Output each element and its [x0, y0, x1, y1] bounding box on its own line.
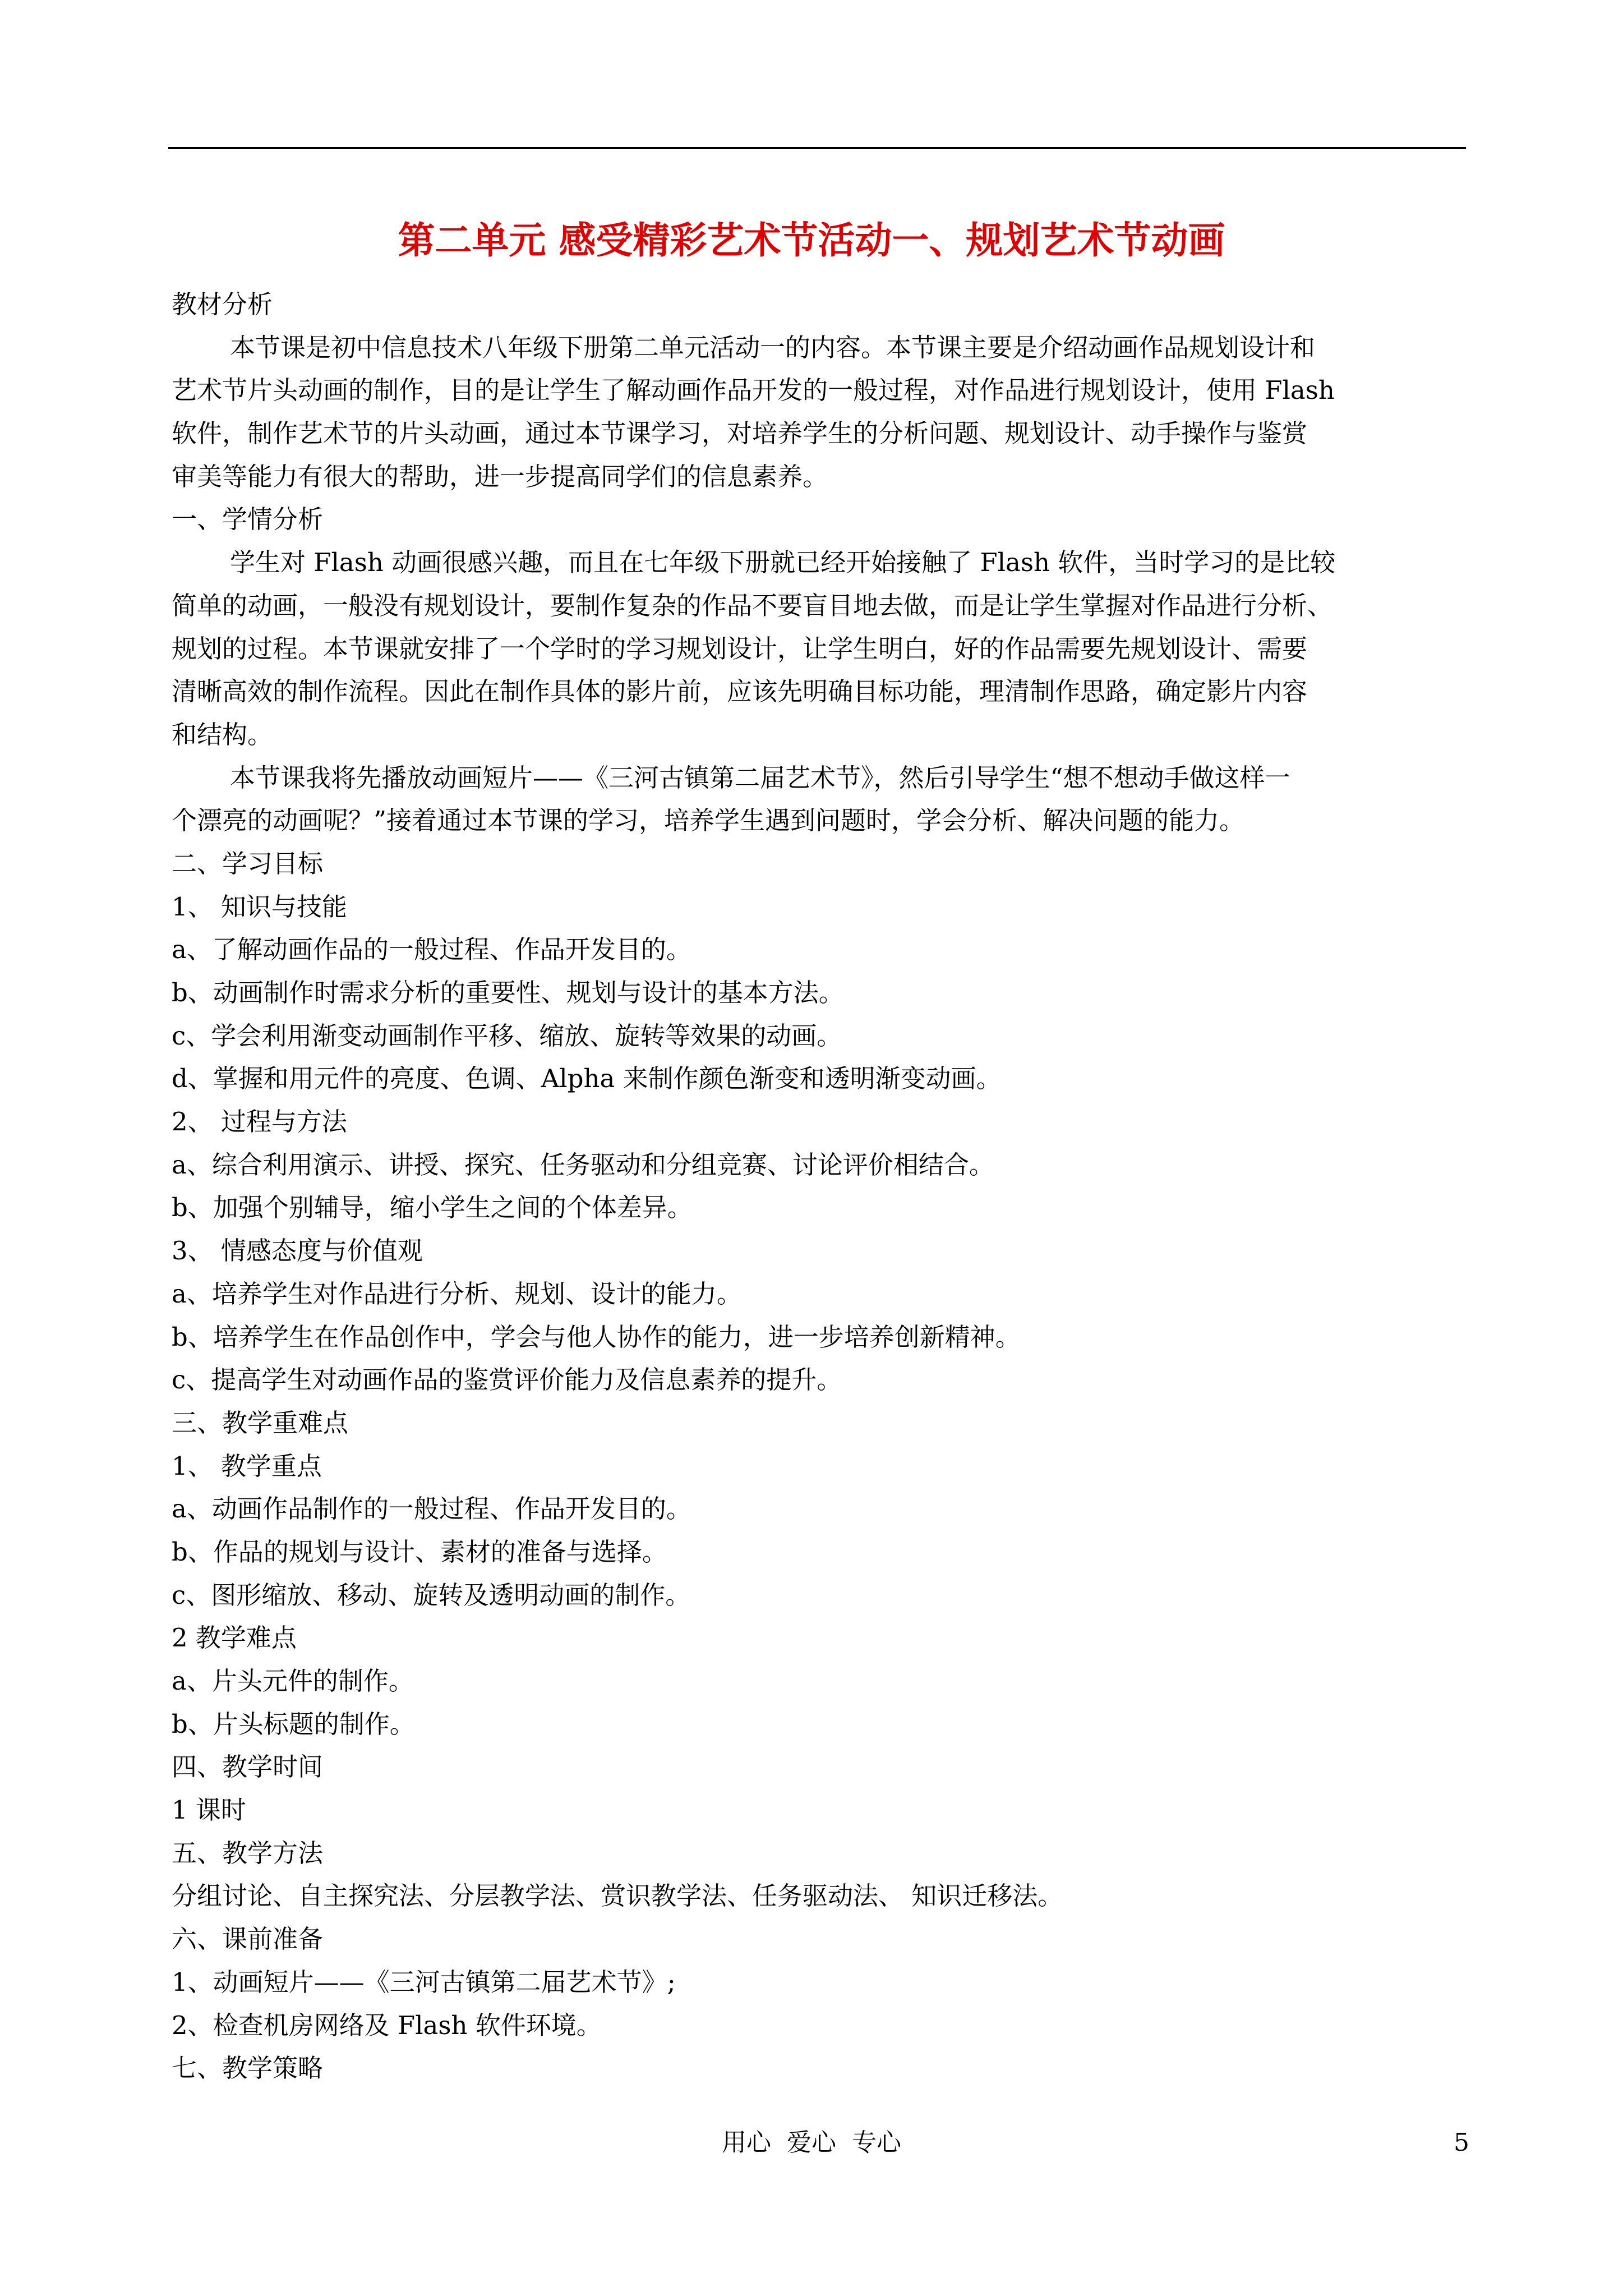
document-title: 第二单元 感受精彩艺术节活动一、规划艺术节动画	[398, 218, 1225, 262]
body-line: 2 教学难点	[172, 1623, 297, 1653]
body-line: 2、 过程与方法	[172, 1107, 347, 1137]
body-line: 一、学情分析	[172, 504, 324, 535]
body-line: c、图形缩放、移动、旋转及透明动画的制作。	[172, 1580, 691, 1610]
document-body	[172, 283, 1461, 2090]
body-line: 六、课前准备	[172, 1924, 324, 1954]
body-line: 1、动画短片——《三河古镇第二届艺术节》;	[172, 1967, 676, 1997]
body-line: 3、 情感态度与价值观	[172, 1236, 423, 1266]
body-line: a、了解动画作品的一般过程、作品开发目的。	[172, 935, 691, 965]
body-line: 二、学习目标	[172, 848, 324, 878]
body-line: 教材分析	[172, 289, 273, 319]
body-line: 2、检查机房网络及 Flash 软件环境。	[172, 2010, 602, 2040]
body-line: 五、教学方法	[172, 1838, 324, 1868]
body-line: 审美等能力有很大的帮助，进一步提高同学们的信息素养。	[172, 461, 828, 491]
body-line: 清晰高效的制作流程。因此在制作具体的影片前，应该先明确目标功能，理清制作思路，确定影片内容	[172, 677, 1308, 707]
body-line: a、动画作品制作的一般过程、作品开发目的。	[172, 1494, 691, 1524]
body-line: a、综合利用演示、讲授、探究、任务驱动和分组竞赛、讨论评价相结合。	[172, 1149, 994, 1180]
body-line: 1、 知识与技能	[172, 891, 347, 922]
body-line: a、培养学生对作品进行分析、规划、设计的能力。	[172, 1278, 742, 1309]
body-line: a、片头元件的制作。	[172, 1666, 414, 1696]
footer-text: 用心 爱心 专心	[722, 2128, 901, 2157]
body-line: 和结构。	[172, 719, 273, 749]
body-line: 个漂亮的动画呢？”接着通过本节课的学习，培养学生遇到问题时，学会分析、解决问题的能力。	[172, 806, 1245, 836]
page-number: 5	[1454, 2128, 1469, 2157]
body-line: b、作品的规划与设计、素材的准备与选择。	[172, 1536, 667, 1567]
body-line: 简单的动画，一般没有规划设计，要制作复杂的作品不要盲目地去做，而是让学生掌握对作品进行分析、	[172, 590, 1333, 620]
body-line: 七、教学策略	[172, 2053, 324, 2083]
body-line: 规划的过程。本节课就安排了一个学时的学习规划设计，让学生明白，好的作品需要先规划设计、需要	[172, 633, 1308, 664]
body-line: 学生对 Flash 动画很感兴趣，而且在七年级下册就已经开始接触了 Flash 软件，当时学习的是比较	[230, 547, 1336, 578]
body-line: 艺术节片头动画的制作，目的是让学生了解动画作品开发的一般过程，对作品进行规划设计，使用 Flash	[172, 375, 1335, 406]
body-line: 1、 教学重点	[172, 1451, 322, 1481]
body-line: b、片头标题的制作。	[172, 1709, 415, 1739]
body-line: b、培养学生在作品创作中，学会与他人协作的能力，进一步培养创新精神。	[172, 1322, 1021, 1352]
body-line: 四、教学时间	[172, 1752, 324, 1782]
body-line: b、加强个别辅导，缩小学生之间的个体差异。	[172, 1193, 693, 1223]
body-line: c、提高学生对动画作品的鉴赏评价能力及信息素养的提升。	[172, 1365, 842, 1395]
body-line: 1 课时	[172, 1795, 246, 1825]
body-line: 三、教学重难点	[172, 1407, 349, 1438]
body-line: c、学会利用渐变动画制作平移、缩放、旋转等效果的动画。	[172, 1020, 842, 1051]
body-line: d、掌握和用元件的亮度、色调、Alpha 来制作颜色渐变和透明渐变动画。	[172, 1064, 1002, 1094]
body-line: 本节课我将先播放动画短片——《三河古镇第二届艺术节》，然后引导学生“想不想动手做这样一	[230, 762, 1290, 793]
header-rule	[168, 147, 1466, 149]
body-line: b、动画制作时需求分析的重要性、规划与设计的基本方法。	[172, 978, 844, 1007]
body-line: 软件，制作艺术节的片头动画，通过本节课学习，对培养学生的分析问题、规划设计、动手操作与鉴赏	[172, 418, 1308, 449]
body-line: 本节课是初中信息技术八年级下册第二单元活动一的内容。本节课主要是介绍动画作品规划设计和	[230, 332, 1316, 362]
body-line: 分组讨论、自主探究法、分层教学法、赏识教学法、任务驱动法、 知识迁移法。	[172, 1881, 1063, 1911]
